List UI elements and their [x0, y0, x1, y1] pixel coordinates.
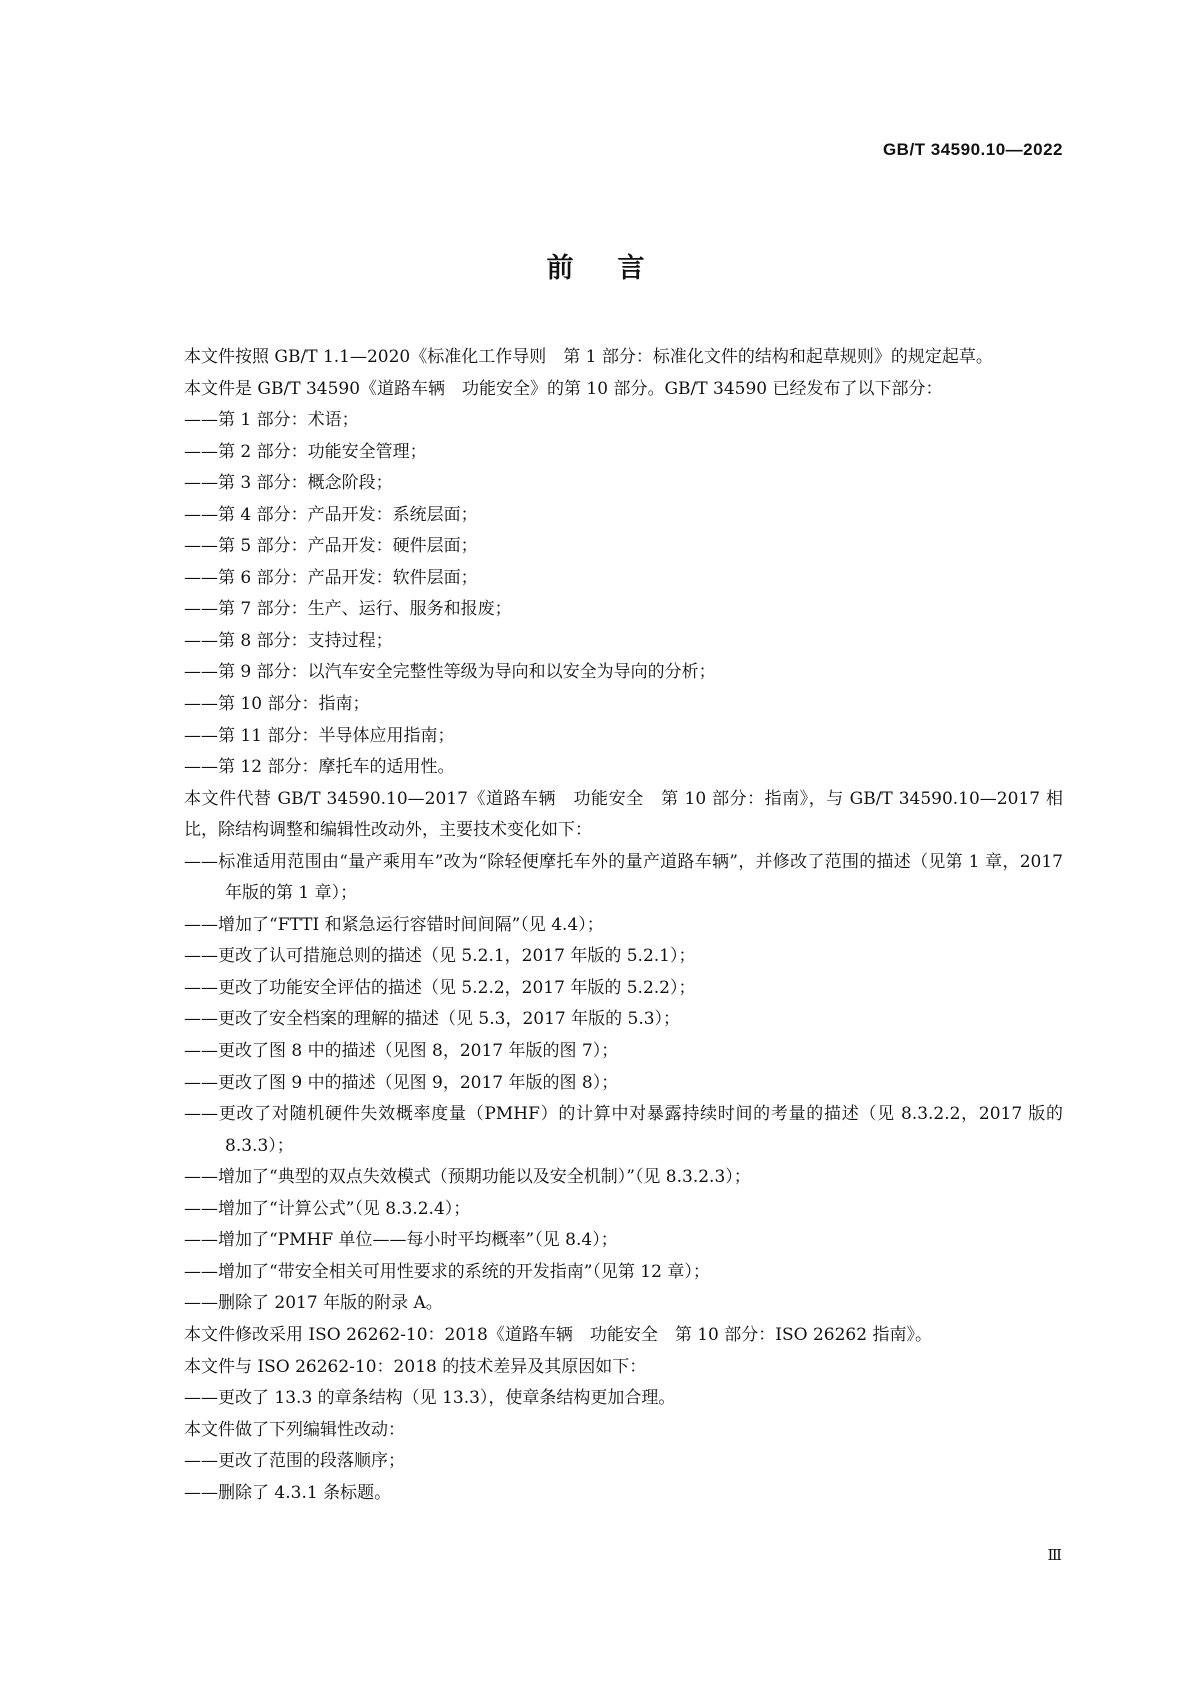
list-item: ——删除了 2017 年版的附录 A。	[184, 1293, 443, 1314]
list-item: ——更改了 13.3 的章条结构（见 13.3），使章条结构更加合理。	[184, 1388, 676, 1409]
paragraph-replacement: 本文件代替 GB/T 34590.10—2017《道路车辆 功能安全 第 10 部分：指南》，与 GB/T 34590.10—2017 相比，除结构调整和编辑性改动外，主要技术变化如下：	[184, 788, 1063, 841]
list-item: ——第 6 部分：产品开发：软件层面；	[184, 567, 478, 588]
document-code: GB/T 34590.10—2022	[882, 140, 1063, 159]
list-item: ——第 12 部分：摩托车的适用性。	[184, 757, 455, 778]
list-item: ——第 10 部分：指南；	[184, 694, 370, 715]
list-item: ——更改了范围的段落顺序；	[184, 1451, 405, 1472]
paragraph-series-intro: 本文件是 GB/T 34590《道路车辆 功能安全》的第 10 部分。GB/T 34590 已经发布了以下部分：	[184, 378, 943, 399]
list-item: ——更改了安全档案的理解的描述（见 5.3，2017 年版的 5.3）；	[184, 1009, 681, 1030]
list-item: ——更改了图 8 中的描述（见图 8，2017 年版的图 7）；	[184, 1041, 619, 1062]
list-item: ——第 11 部分：半导体应用指南；	[184, 725, 455, 746]
list-item: ——增加了“FTTI 和紧急运行容错时间间隔”（见 4.4）；	[184, 914, 604, 935]
list-item: ——增加了“计算公式”（见 8.3.2.4）；	[184, 1198, 471, 1219]
paragraph-technical-differences: 本文件与 ISO 26262-10：2018 的技术差异及其原因如下：	[184, 1356, 647, 1377]
list-item: ——第 4 部分：产品开发：系统层面；	[184, 504, 478, 525]
list-item: ——标准适用范围由“量产乘用车”改为“除轻便摩托车外的量产道路车辆”，并修改了范围的描述（见第 1 章，2017 年版的第 1 章）；	[184, 851, 1063, 904]
page-number: Ⅲ	[1047, 1546, 1062, 1564]
list-item: ——第 8 部分：支持过程；	[184, 630, 393, 651]
paragraph-adoption: 本文件修改采用 ISO 26262-10：2018《道路车辆 功能安全 第 10 部分：ISO 26262 指南》。	[184, 1324, 932, 1345]
list-item: ——第 2 部分：功能安全管理；	[184, 441, 427, 462]
paragraph-drafting-rules: 本文件按照 GB/T 1.1—2020《标准化工作导则 第 1 部分：标准化文件的结构和起草规则》的规定起草。	[184, 347, 993, 367]
paragraph-editorial-changes: 本文件做了下列编辑性改动：	[184, 1419, 405, 1440]
list-item: ——第 9 部分：以汽车安全完整性等级为导向和以安全为导向的分析；	[184, 662, 716, 683]
list-item: ——更改了图 9 中的描述（见图 9，2017 年版的图 8）；	[184, 1072, 619, 1093]
foreword-body	[143, 342, 1063, 1509]
list-item: ——更改了认可措施总则的描述（见 5.2.1，2017 年版的 5.2.1）；	[184, 946, 696, 967]
list-item: ——增加了“典型的双点失效模式（预期功能以及安全机制）”（见 8.3.2.3）；	[184, 1167, 751, 1188]
list-item: ——第 7 部分：生产、运行、服务和报废；	[184, 599, 512, 620]
list-item: ——更改了对随机硬件失效概率度量（PMHF）的计算中对暴露持续时间的考量的描述（见 8.3.2.2，2017 版的 8.3.3）；	[184, 1104, 1063, 1156]
list-item: ——增加了“带安全相关可用性要求的系统的开发指南”（见第 12 章）；	[184, 1261, 710, 1282]
list-item: ——第 5 部分：产品开发：硬件层面；	[184, 536, 478, 557]
page-title: 前言	[546, 253, 689, 284]
list-item: ——第 3 部分：概念阶段；	[184, 473, 393, 494]
list-item: ——更改了功能安全评估的描述（见 5.2.2，2017 年版的 5.2.2）；	[184, 977, 696, 998]
list-item: ——增加了“PMHF 单位——每小时平均概率”（见 8.4）；	[184, 1230, 618, 1251]
list-item: ——删除了 4.3.1 条标题。	[184, 1482, 392, 1503]
list-item: ——第 1 部分：术语；	[184, 410, 359, 431]
